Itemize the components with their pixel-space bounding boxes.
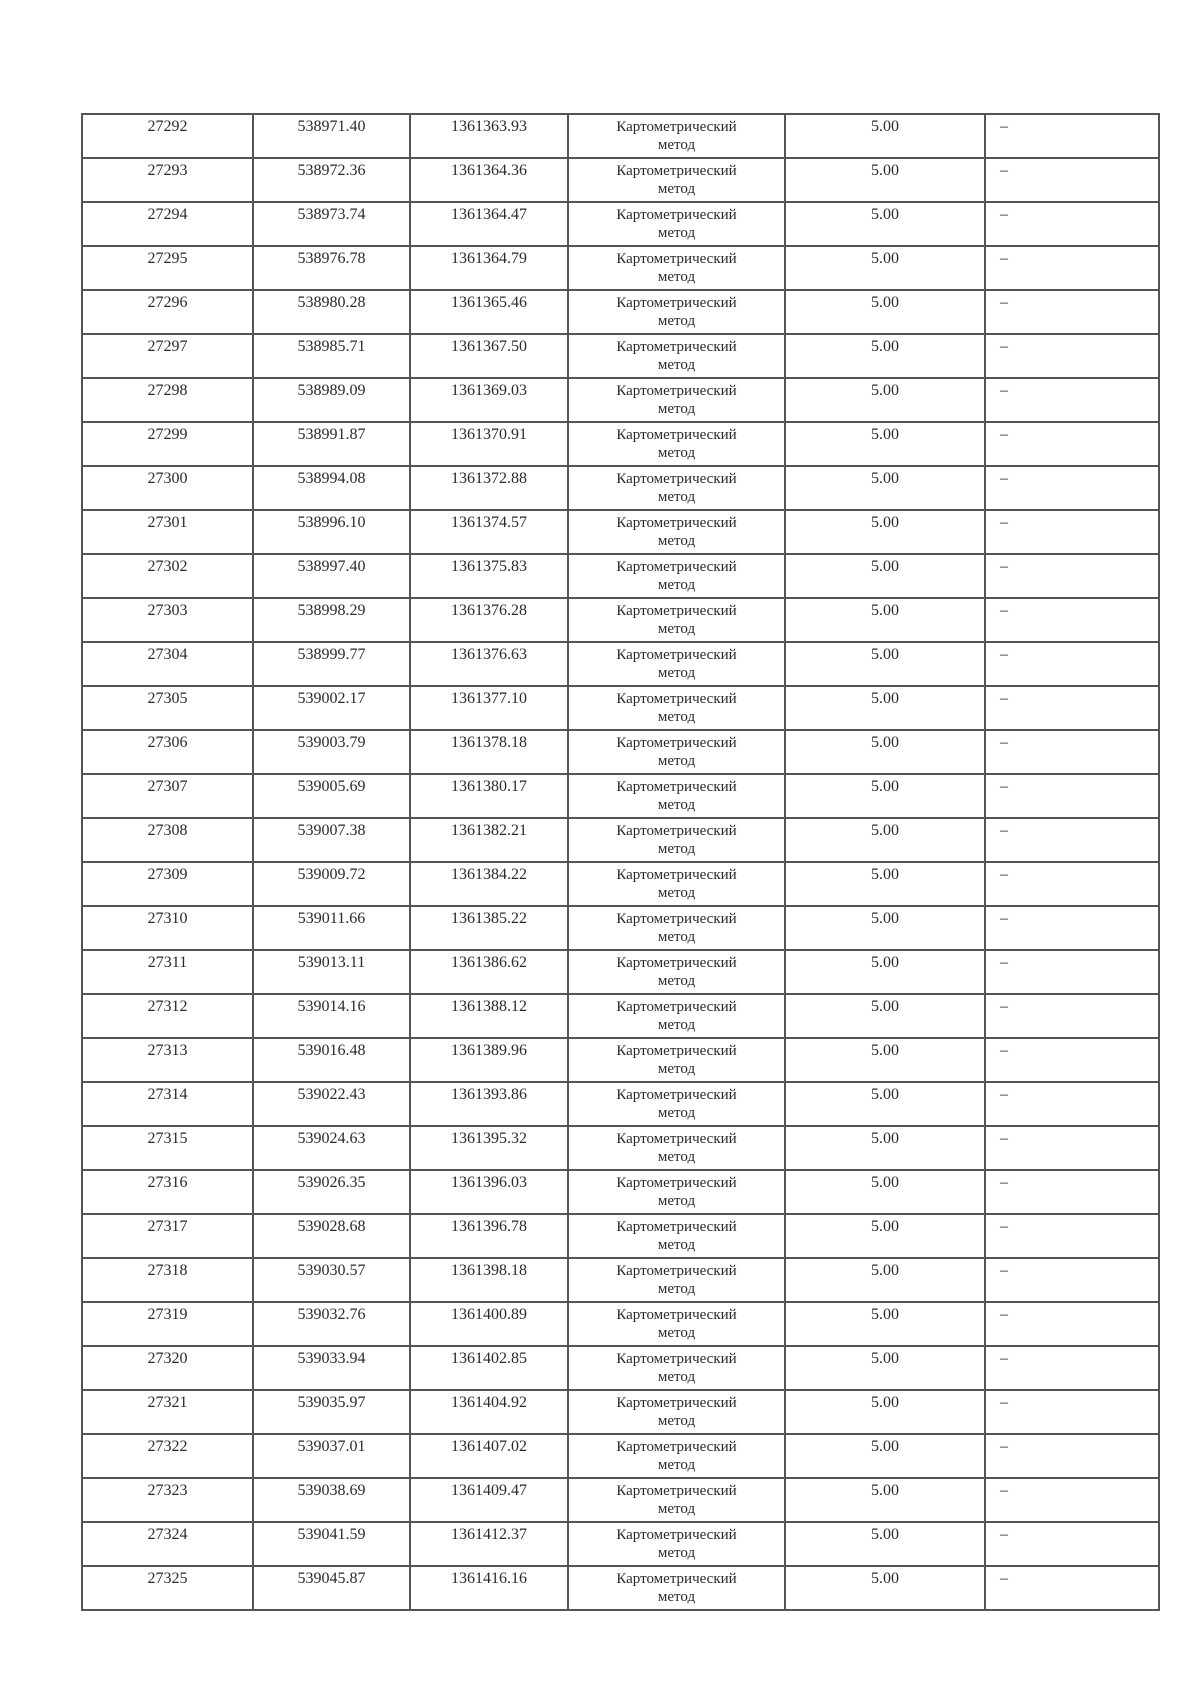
x-coordinate-cell: 538985.71 — [253, 334, 410, 378]
y-coordinate-cell: 1361364.36 — [410, 158, 568, 202]
accuracy-cell: 5.00 — [785, 994, 985, 1038]
x-coordinate-cell: 538991.87 — [253, 422, 410, 466]
table-row — [82, 994, 1159, 1038]
x-coordinate-cell: 539033.94 — [253, 1346, 410, 1390]
method-cell: Картометрический метод — [568, 554, 785, 598]
y-coordinate-cell: 1361393.86 — [410, 1082, 568, 1126]
point-number-cell: 27304 — [82, 642, 253, 686]
note-cell: – — [985, 818, 1159, 862]
accuracy-cell: 5.00 — [785, 950, 985, 994]
method-cell: Картометрический метод — [568, 1434, 785, 1478]
y-coordinate-cell: 1361365.46 — [410, 290, 568, 334]
note-cell: – — [985, 1126, 1159, 1170]
method-cell: Картометрический метод — [568, 818, 785, 862]
note-cell: – — [985, 114, 1159, 158]
table-row — [82, 1434, 1159, 1478]
y-coordinate-cell: 1361396.03 — [410, 1170, 568, 1214]
point-number-cell: 27299 — [82, 422, 253, 466]
coordinates-table — [81, 113, 1160, 1611]
point-number-cell: 27301 — [82, 510, 253, 554]
accuracy-cell: 5.00 — [785, 290, 985, 334]
x-coordinate-cell: 539028.68 — [253, 1214, 410, 1258]
y-coordinate-cell: 1361386.62 — [410, 950, 568, 994]
note-cell: – — [985, 422, 1159, 466]
y-coordinate-cell: 1361404.92 — [410, 1390, 568, 1434]
note-cell: – — [985, 202, 1159, 246]
accuracy-cell: 5.00 — [785, 202, 985, 246]
accuracy-cell: 5.00 — [785, 1302, 985, 1346]
point-number-cell: 27325 — [82, 1566, 253, 1610]
x-coordinate-cell: 539038.69 — [253, 1478, 410, 1522]
accuracy-cell: 5.00 — [785, 1170, 985, 1214]
table-row — [82, 1566, 1159, 1610]
y-coordinate-cell: 1361376.28 — [410, 598, 568, 642]
note-cell: – — [985, 1434, 1159, 1478]
accuracy-cell: 5.00 — [785, 598, 985, 642]
y-coordinate-cell: 1361377.10 — [410, 686, 568, 730]
method-cell: Картометрический метод — [568, 158, 785, 202]
y-coordinate-cell: 1361370.91 — [410, 422, 568, 466]
accuracy-cell: 5.00 — [785, 422, 985, 466]
accuracy-cell: 5.00 — [785, 246, 985, 290]
table-row — [82, 862, 1159, 906]
y-coordinate-cell: 1361402.85 — [410, 1346, 568, 1390]
y-coordinate-cell: 1361364.47 — [410, 202, 568, 246]
x-coordinate-cell: 539011.66 — [253, 906, 410, 950]
x-coordinate-cell: 539014.16 — [253, 994, 410, 1038]
y-coordinate-cell: 1361380.17 — [410, 774, 568, 818]
accuracy-cell: 5.00 — [785, 334, 985, 378]
table-row — [82, 950, 1159, 994]
x-coordinate-cell: 539045.87 — [253, 1566, 410, 1610]
y-coordinate-cell: 1361385.22 — [410, 906, 568, 950]
method-cell: Картометрический метод — [568, 1082, 785, 1126]
point-number-cell: 27316 — [82, 1170, 253, 1214]
y-coordinate-cell: 1361384.22 — [410, 862, 568, 906]
point-number-cell: 27298 — [82, 378, 253, 422]
table-row — [82, 1390, 1159, 1434]
note-cell: – — [985, 1038, 1159, 1082]
x-coordinate-cell: 538996.10 — [253, 510, 410, 554]
table-row — [82, 1522, 1159, 1566]
x-coordinate-cell: 538998.29 — [253, 598, 410, 642]
accuracy-cell: 5.00 — [785, 466, 985, 510]
method-cell: Картометрический метод — [568, 1522, 785, 1566]
point-number-cell: 27314 — [82, 1082, 253, 1126]
x-coordinate-cell: 538976.78 — [253, 246, 410, 290]
note-cell: – — [985, 686, 1159, 730]
note-cell: – — [985, 290, 1159, 334]
table-row — [82, 774, 1159, 818]
x-coordinate-cell: 539005.69 — [253, 774, 410, 818]
y-coordinate-cell: 1361364.79 — [410, 246, 568, 290]
y-coordinate-cell: 1361372.88 — [410, 466, 568, 510]
y-coordinate-cell: 1361407.02 — [410, 1434, 568, 1478]
accuracy-cell: 5.00 — [785, 1258, 985, 1302]
method-cell: Картометрический метод — [568, 1038, 785, 1082]
method-cell: Картометрический метод — [568, 994, 785, 1038]
method-cell: Картометрический метод — [568, 114, 785, 158]
x-coordinate-cell: 539007.38 — [253, 818, 410, 862]
table-row — [82, 290, 1159, 334]
note-cell: – — [985, 862, 1159, 906]
method-cell: Картометрический метод — [568, 378, 785, 422]
y-coordinate-cell: 1361396.78 — [410, 1214, 568, 1258]
accuracy-cell: 5.00 — [785, 686, 985, 730]
method-cell: Картометрический метод — [568, 1566, 785, 1610]
table-row — [82, 686, 1159, 730]
point-number-cell: 27296 — [82, 290, 253, 334]
note-cell: – — [985, 1390, 1159, 1434]
table-row — [82, 1214, 1159, 1258]
note-cell: – — [985, 1346, 1159, 1390]
x-coordinate-cell: 538972.36 — [253, 158, 410, 202]
table-row — [82, 1302, 1159, 1346]
accuracy-cell: 5.00 — [785, 1434, 985, 1478]
table-row — [82, 466, 1159, 510]
point-number-cell: 27294 — [82, 202, 253, 246]
table-row — [82, 1126, 1159, 1170]
note-cell: – — [985, 554, 1159, 598]
y-coordinate-cell: 1361400.89 — [410, 1302, 568, 1346]
point-number-cell: 27303 — [82, 598, 253, 642]
table-row — [82, 422, 1159, 466]
note-cell: – — [985, 906, 1159, 950]
accuracy-cell: 5.00 — [785, 1522, 985, 1566]
x-coordinate-cell: 539041.59 — [253, 1522, 410, 1566]
note-cell: – — [985, 1214, 1159, 1258]
note-cell: – — [985, 158, 1159, 202]
y-coordinate-cell: 1361363.93 — [410, 114, 568, 158]
point-number-cell: 27293 — [82, 158, 253, 202]
point-number-cell: 27297 — [82, 334, 253, 378]
method-cell: Картометрический метод — [568, 862, 785, 906]
y-coordinate-cell: 1361412.37 — [410, 1522, 568, 1566]
point-number-cell: 27311 — [82, 950, 253, 994]
method-cell: Картометрический метод — [568, 290, 785, 334]
method-cell: Картометрический метод — [568, 1302, 785, 1346]
x-coordinate-cell: 538971.40 — [253, 114, 410, 158]
point-number-cell: 27323 — [82, 1478, 253, 1522]
x-coordinate-cell: 539030.57 — [253, 1258, 410, 1302]
y-coordinate-cell: 1361389.96 — [410, 1038, 568, 1082]
note-cell: – — [985, 334, 1159, 378]
x-coordinate-cell: 538999.77 — [253, 642, 410, 686]
point-number-cell: 27309 — [82, 862, 253, 906]
table-row — [82, 246, 1159, 290]
table-row — [82, 510, 1159, 554]
note-cell: – — [985, 1082, 1159, 1126]
table-row — [82, 730, 1159, 774]
accuracy-cell: 5.00 — [785, 1346, 985, 1390]
method-cell: Картометрический метод — [568, 466, 785, 510]
accuracy-cell: 5.00 — [785, 1566, 985, 1610]
method-cell: Картометрический метод — [568, 1126, 785, 1170]
accuracy-cell: 5.00 — [785, 1478, 985, 1522]
x-coordinate-cell: 538973.74 — [253, 202, 410, 246]
y-coordinate-cell: 1361382.21 — [410, 818, 568, 862]
method-cell: Картометрический метод — [568, 510, 785, 554]
accuracy-cell: 5.00 — [785, 158, 985, 202]
point-number-cell: 27320 — [82, 1346, 253, 1390]
x-coordinate-cell: 539035.97 — [253, 1390, 410, 1434]
y-coordinate-cell: 1361395.32 — [410, 1126, 568, 1170]
accuracy-cell: 5.00 — [785, 1038, 985, 1082]
point-number-cell: 27307 — [82, 774, 253, 818]
x-coordinate-cell: 539002.17 — [253, 686, 410, 730]
point-number-cell: 27308 — [82, 818, 253, 862]
table-row — [82, 1346, 1159, 1390]
x-coordinate-cell: 539037.01 — [253, 1434, 410, 1478]
note-cell: – — [985, 598, 1159, 642]
accuracy-cell: 5.00 — [785, 554, 985, 598]
accuracy-cell: 5.00 — [785, 862, 985, 906]
point-number-cell: 27302 — [82, 554, 253, 598]
point-number-cell: 27292 — [82, 114, 253, 158]
table-row — [82, 158, 1159, 202]
method-cell: Картометрический метод — [568, 422, 785, 466]
method-cell: Картометрический метод — [568, 906, 785, 950]
table-row — [82, 818, 1159, 862]
note-cell: – — [985, 510, 1159, 554]
x-coordinate-cell: 539016.48 — [253, 1038, 410, 1082]
note-cell: – — [985, 1258, 1159, 1302]
point-number-cell: 27317 — [82, 1214, 253, 1258]
point-number-cell: 27310 — [82, 906, 253, 950]
accuracy-cell: 5.00 — [785, 730, 985, 774]
y-coordinate-cell: 1361376.63 — [410, 642, 568, 686]
method-cell: Картометрический метод — [568, 1346, 785, 1390]
table-row — [82, 1258, 1159, 1302]
table-row — [82, 642, 1159, 686]
point-number-cell: 27313 — [82, 1038, 253, 1082]
coordinates-table-body — [82, 114, 1159, 1610]
x-coordinate-cell: 538997.40 — [253, 554, 410, 598]
y-coordinate-cell: 1361375.83 — [410, 554, 568, 598]
point-number-cell: 27312 — [82, 994, 253, 1038]
accuracy-cell: 5.00 — [785, 642, 985, 686]
point-number-cell: 27321 — [82, 1390, 253, 1434]
x-coordinate-cell: 538989.09 — [253, 378, 410, 422]
accuracy-cell: 5.00 — [785, 1126, 985, 1170]
method-cell: Картометрический метод — [568, 642, 785, 686]
note-cell: – — [985, 1522, 1159, 1566]
note-cell: – — [985, 466, 1159, 510]
note-cell: – — [985, 1478, 1159, 1522]
point-number-cell: 27295 — [82, 246, 253, 290]
accuracy-cell: 5.00 — [785, 114, 985, 158]
x-coordinate-cell: 539032.76 — [253, 1302, 410, 1346]
point-number-cell: 27315 — [82, 1126, 253, 1170]
table-row — [82, 378, 1159, 422]
method-cell: Картометрический метод — [568, 1258, 785, 1302]
x-coordinate-cell: 539009.72 — [253, 862, 410, 906]
accuracy-cell: 5.00 — [785, 1082, 985, 1126]
y-coordinate-cell: 1361398.18 — [410, 1258, 568, 1302]
method-cell: Картометрический метод — [568, 334, 785, 378]
note-cell: – — [985, 1566, 1159, 1610]
y-coordinate-cell: 1361409.47 — [410, 1478, 568, 1522]
method-cell: Картометрический метод — [568, 1478, 785, 1522]
x-coordinate-cell: 538994.08 — [253, 466, 410, 510]
y-coordinate-cell: 1361388.12 — [410, 994, 568, 1038]
method-cell: Картометрический метод — [568, 246, 785, 290]
table-row — [82, 554, 1159, 598]
note-cell: – — [985, 1302, 1159, 1346]
x-coordinate-cell: 539022.43 — [253, 1082, 410, 1126]
point-number-cell: 27324 — [82, 1522, 253, 1566]
method-cell: Картометрический метод — [568, 202, 785, 246]
table-row — [82, 1038, 1159, 1082]
method-cell: Картометрический метод — [568, 686, 785, 730]
method-cell: Картометрический метод — [568, 730, 785, 774]
table-row — [82, 906, 1159, 950]
note-cell: – — [985, 994, 1159, 1038]
note-cell: – — [985, 950, 1159, 994]
accuracy-cell: 5.00 — [785, 774, 985, 818]
accuracy-cell: 5.00 — [785, 1390, 985, 1434]
point-number-cell: 27306 — [82, 730, 253, 774]
point-number-cell: 27322 — [82, 1434, 253, 1478]
note-cell: – — [985, 642, 1159, 686]
method-cell: Картометрический метод — [568, 774, 785, 818]
point-number-cell: 27305 — [82, 686, 253, 730]
table-row — [82, 1170, 1159, 1214]
point-number-cell: 27300 — [82, 466, 253, 510]
note-cell: – — [985, 1170, 1159, 1214]
point-number-cell: 27318 — [82, 1258, 253, 1302]
table-row — [82, 1478, 1159, 1522]
accuracy-cell: 5.00 — [785, 378, 985, 422]
table-row — [82, 114, 1159, 158]
method-cell: Картометрический метод — [568, 1170, 785, 1214]
accuracy-cell: 5.00 — [785, 1214, 985, 1258]
y-coordinate-cell: 1361367.50 — [410, 334, 568, 378]
y-coordinate-cell: 1361374.57 — [410, 510, 568, 554]
x-coordinate-cell: 539026.35 — [253, 1170, 410, 1214]
table-row — [82, 334, 1159, 378]
y-coordinate-cell: 1361416.16 — [410, 1566, 568, 1610]
x-coordinate-cell: 538980.28 — [253, 290, 410, 334]
note-cell: – — [985, 246, 1159, 290]
method-cell: Картометрический метод — [568, 1214, 785, 1258]
method-cell: Картометрический метод — [568, 1390, 785, 1434]
x-coordinate-cell: 539024.63 — [253, 1126, 410, 1170]
x-coordinate-cell: 539003.79 — [253, 730, 410, 774]
accuracy-cell: 5.00 — [785, 818, 985, 862]
note-cell: – — [985, 730, 1159, 774]
note-cell: – — [985, 774, 1159, 818]
x-coordinate-cell: 539013.11 — [253, 950, 410, 994]
table-row — [82, 202, 1159, 246]
y-coordinate-cell: 1361369.03 — [410, 378, 568, 422]
accuracy-cell: 5.00 — [785, 510, 985, 554]
accuracy-cell: 5.00 — [785, 906, 985, 950]
table-row — [82, 598, 1159, 642]
table-row — [82, 1082, 1159, 1126]
method-cell: Картометрический метод — [568, 598, 785, 642]
method-cell: Картометрический метод — [568, 950, 785, 994]
y-coordinate-cell: 1361378.18 — [410, 730, 568, 774]
point-number-cell: 27319 — [82, 1302, 253, 1346]
note-cell: – — [985, 378, 1159, 422]
